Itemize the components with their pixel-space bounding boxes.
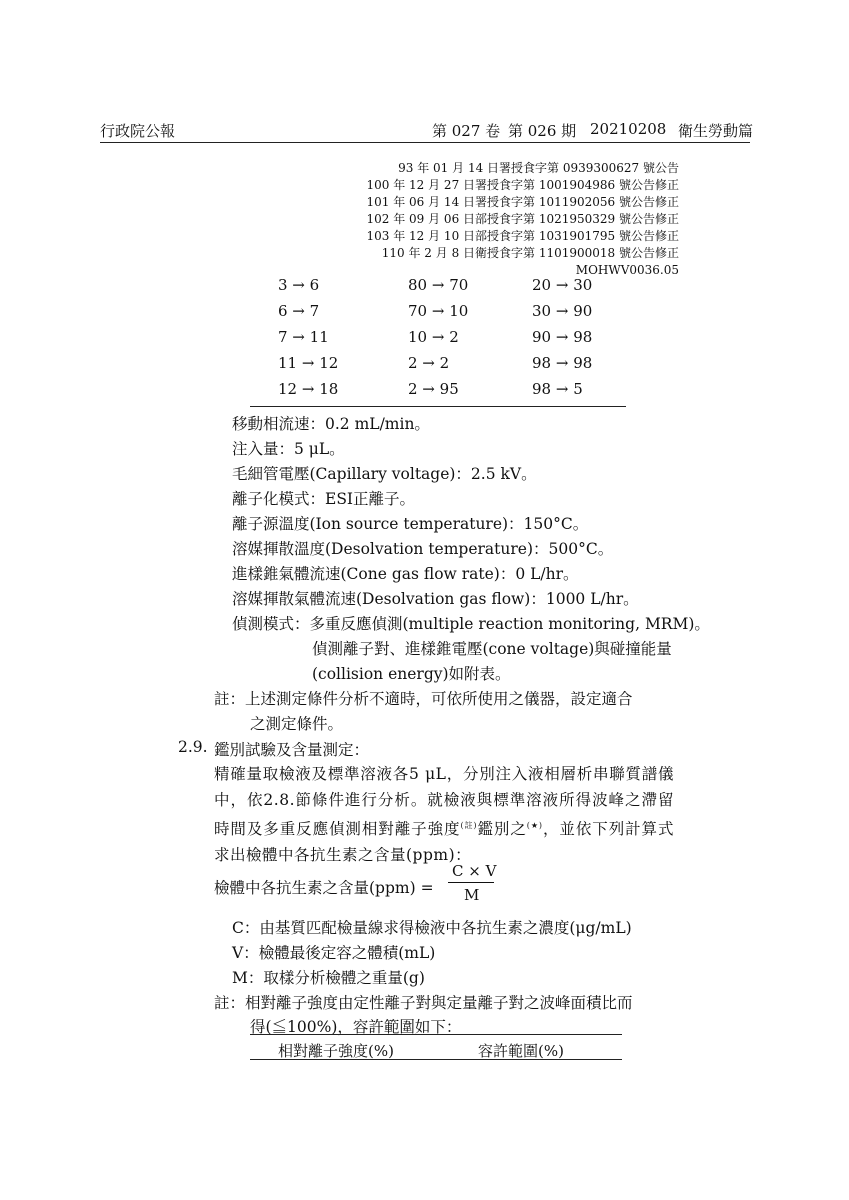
time-cell: 11 → 12	[278, 354, 339, 372]
announcement-line: 93 年 01 月 14 日署授食字第 0939300627 號公告	[398, 161, 679, 175]
desolvation-gas-flow-line: 溶媒揮散氣體流速(Desolvation gas flow)：1000 L/hr。	[232, 590, 639, 608]
mobile-phase-b-cell: 20 → 30	[532, 276, 593, 294]
publisher-name: 行政院公報	[100, 122, 176, 140]
injection-volume-line: 注入量：5 μL。	[232, 440, 345, 458]
section-number: 2.9.	[178, 738, 208, 756]
formula-lhs: 檢體中各抗生素之含量(ppm) =	[214, 879, 434, 897]
mobile-phase-a-cell: 2 → 95	[408, 380, 459, 398]
announcement-line: 101 年 06 月 14 日署授食字第 1011902056 號公告修正	[366, 195, 679, 209]
paragraph-text: ，並依下列計算式求出檢體中各抗生素之含量(ppm)：	[214, 820, 674, 865]
fraction-bar	[448, 882, 494, 883]
definition-c: C：由基質匹配檢量線求得檢液中各抗生素之濃度(μg/mL)	[232, 919, 632, 937]
formula-numerator: C × V	[452, 862, 497, 880]
announcement-block	[367, 160, 680, 279]
desolvation-temperature-line: 溶媒揮散溫度(Desolvation temperature)：500°C。	[232, 540, 614, 558]
table-bottom-rule	[250, 406, 626, 407]
time-cell: 3 → 6	[278, 276, 320, 294]
section-title: 鑑別試驗及含量測定：	[214, 741, 370, 759]
table-row	[250, 354, 626, 380]
flow-rate-line: 移動相流速：0.2 mL/min。	[232, 415, 430, 433]
note-line: 註：上述測定條件分析不適時，可依所使用之儀器，設定適合	[214, 690, 633, 708]
document-code: MOHWV0036.05	[575, 263, 679, 277]
note-line: 得(≦100%)，容許範圍如下：	[250, 1018, 462, 1036]
mobile-phase-b-cell: 98 → 5	[532, 380, 583, 398]
announcement-line: 110 年 2 月 8 日衛授食字第 1101900018 號公告修正	[381, 246, 679, 260]
announcement-line: 102 年 09 月 06 日部授食字第 1021950329 號公告修正	[366, 212, 679, 226]
note-line: 註：相對離子強度由定性離子對與定量離子對之波峰面積比而	[214, 994, 633, 1012]
section-paragraph	[214, 761, 674, 868]
time-cell: 7 → 11	[278, 328, 329, 346]
footnote-marker: (★)	[526, 821, 543, 830]
mobile-phase-b-cell: 30 → 90	[532, 302, 593, 320]
ion-source-temperature-line: 離子源溫度(Ion source temperature)：150°C。	[232, 515, 589, 533]
table-row	[250, 302, 626, 328]
mobile-phase-b-cell: 98 → 98	[532, 354, 593, 372]
detection-mode-detail-line: 偵測離子對、進樣錐電壓(cone voltage)與碰撞能量	[312, 640, 672, 658]
section-name: 衛生勞動篇	[678, 122, 754, 140]
table-row	[250, 328, 626, 354]
definition-v: V：檢體最後定容之體積(mL)	[232, 944, 436, 962]
table-row	[250, 276, 626, 302]
mobile-phase-a-cell: 10 → 2	[408, 328, 459, 346]
mobile-phase-a-cell: 80 → 70	[408, 276, 469, 294]
capillary-voltage-line: 毛細管電壓(Capillary voltage)：2.5 kV。	[232, 465, 537, 483]
column-header: 相對離子強度(%)	[278, 1042, 394, 1060]
header-rule	[100, 142, 750, 143]
announcement-line: 100 年 12 月 27 日署授食字第 1001904986 號公告修正	[366, 178, 679, 192]
mobile-phase-a-cell: 2 → 2	[408, 354, 450, 372]
announcement-line: 103 年 12 月 10 日部授食字第 1031901795 號公告修正	[366, 229, 679, 243]
gradient-table	[250, 276, 626, 407]
note-line: 之測定條件。	[250, 715, 344, 733]
time-cell: 12 → 18	[278, 380, 339, 398]
time-cell: 6 → 7	[278, 302, 320, 320]
volume-number: 第 027 卷	[432, 122, 501, 140]
paragraph-text: 精確量取檢液及標準溶液各5 μL，分別注入液相層析串聯質譜儀中，依2.8.節條件進行分析。就檢液與標準溶液所得波峰之滯留時間及多重反應偵測相對離子強度	[214, 765, 674, 839]
table-row	[250, 380, 626, 406]
detection-mode-line: 偵測模式：多重反應偵測(multiple reaction monitoring, MRM)。	[232, 615, 710, 633]
column-header: 容許範圍(%)	[478, 1042, 564, 1060]
table-header-row	[250, 1035, 622, 1059]
detection-mode-detail-line: (collision energy)如附表。	[312, 665, 511, 683]
formula-denominator: M	[464, 886, 480, 904]
tolerance-table	[250, 1034, 622, 1060]
paragraph-text: 鑑別之	[477, 820, 527, 839]
ionization-mode-line: 離子化模式：ESI正離子。	[232, 490, 416, 508]
publish-date: 20210208	[590, 120, 667, 138]
mobile-phase-a-cell: 70 → 10	[408, 302, 469, 320]
mobile-phase-b-cell: 90 → 98	[532, 328, 593, 346]
issue-number: 第 026 期	[508, 122, 577, 140]
definition-m: M：取樣分析檢體之重量(g)	[232, 969, 425, 987]
cone-gas-flow-line: 進樣錐氣體流速(Cone gas flow rate)：0 L/hr。	[232, 565, 579, 583]
footnote-marker: (註)	[460, 821, 478, 830]
